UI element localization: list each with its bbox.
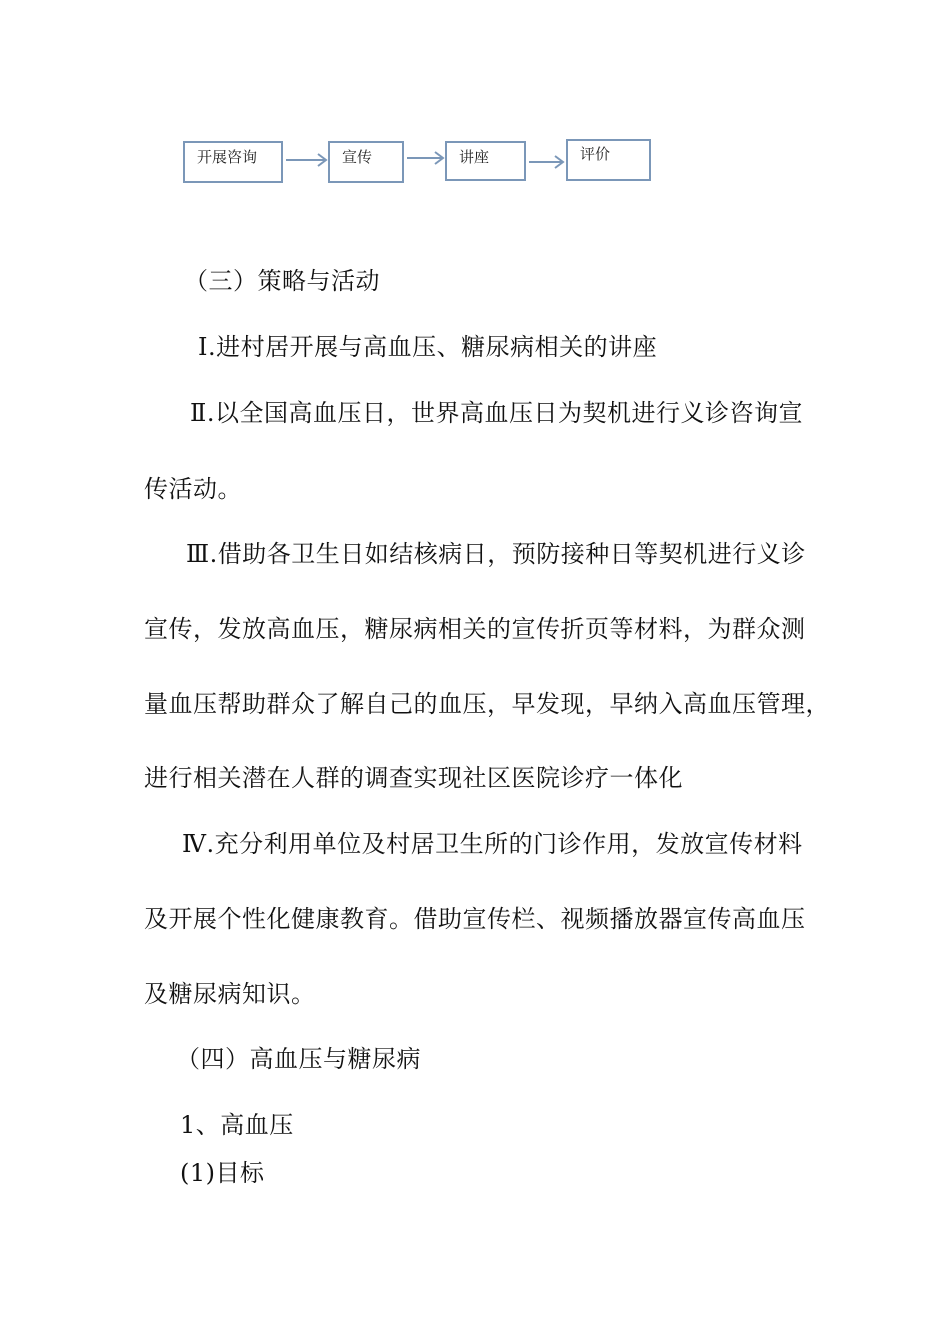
item2-line1: Ⅱ.以全国高血压日，世界高血压日为契机进行义诊咨询宣 bbox=[190, 399, 803, 427]
item4-line3: 及糖尿病知识。 bbox=[144, 980, 316, 1008]
arrow-right-icon bbox=[527, 152, 567, 172]
item1-text: Ⅰ.进村居开展与高血压、糖尿病相关的讲座 bbox=[198, 333, 658, 361]
item4-line1: Ⅳ.充分利用单位及村居卫生所的门诊作用，发放宣传材料 bbox=[182, 830, 803, 858]
subsection1-heading: 1、高血压 bbox=[180, 1111, 294, 1139]
item2-line2: 传活动。 bbox=[144, 475, 242, 503]
item3-line3: 量血压帮助群众了解自己的血压，早发现，早纳入高血压管理， bbox=[144, 690, 830, 718]
flow-step-lecture: 讲座 bbox=[445, 141, 526, 181]
item4-line2: 及开展个性化健康教育。借助宣传栏、视频播放器宣传高血压 bbox=[144, 905, 806, 933]
arrow-right-icon bbox=[284, 150, 330, 170]
arrow-right-icon bbox=[405, 148, 447, 168]
flow-step-publicity: 宣传 bbox=[328, 141, 404, 183]
subsection1-1-heading: (1)目标 bbox=[180, 1159, 265, 1187]
item3-line1: Ⅲ.借助各卫生日如结核病日，预防接种日等契机进行义诊 bbox=[186, 540, 806, 568]
flow-step-consult: 开展咨询 bbox=[183, 141, 283, 183]
section4-heading: （四）高血压与糖尿病 bbox=[176, 1045, 421, 1073]
item3-line2: 宣传，发放高血压，糖尿病相关的宣传折页等材料，为群众测 bbox=[144, 615, 806, 643]
flow-step-evaluation: 评价 bbox=[566, 139, 651, 181]
section3-heading: （三）策略与活动 bbox=[184, 267, 380, 295]
item3-line4: 进行相关潜在人群的调查实现社区医院诊疗一体化 bbox=[144, 764, 683, 792]
